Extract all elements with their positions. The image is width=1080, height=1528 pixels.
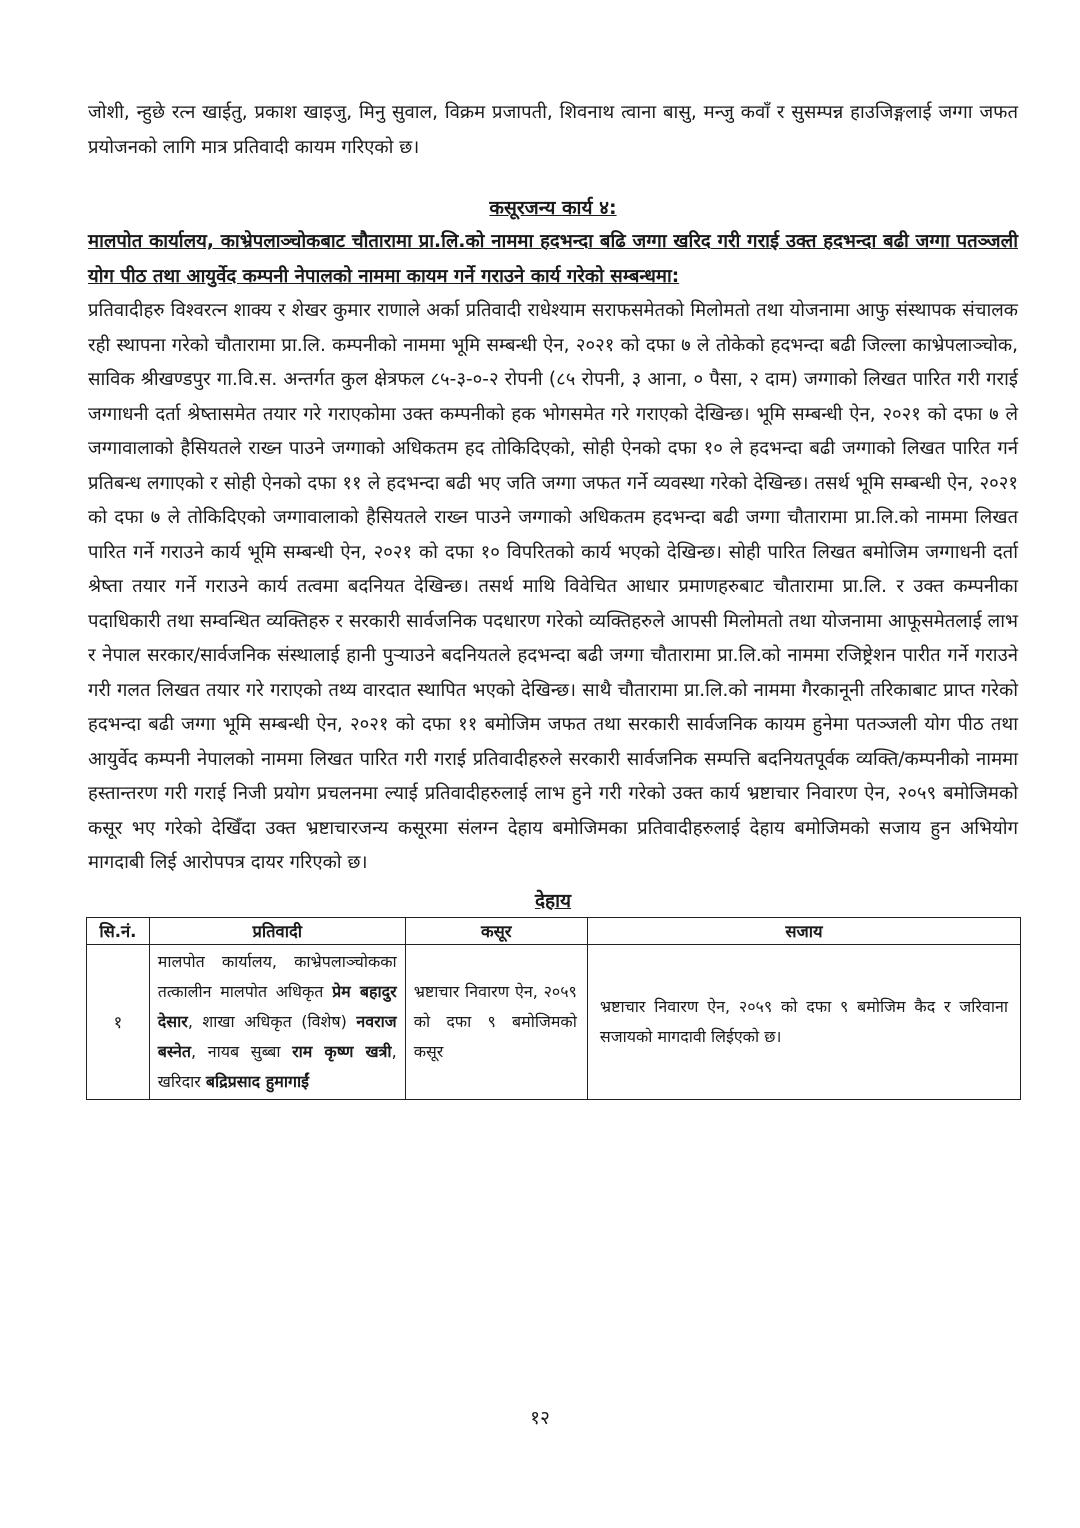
intro-paragraph: जोशी, न्हुछे रत्न खाईतु, प्रकाश खाइजु, मिनु सुवाल, विक्रम प्रजापती, शिवनाथ त्वाना बासु, मन्जु कवाँ र सुसम्पन्न हाउजिङ्गलाई जग्गा जफत प्रयोजनको लागि मात्र प्रतिवादी कायम गरिएको छ। bbox=[88, 102, 1018, 158]
header-serial: सि.नं. bbox=[87, 917, 150, 944]
table-heading: देहाय bbox=[534, 889, 572, 912]
header-offense: कसूर bbox=[405, 917, 587, 944]
accused-prefix: मालपोत कार्यालय, काभ्रेपलाञ्चोकका तत्कालीन मालपोत अधिकृत bbox=[157, 951, 397, 1001]
table-row bbox=[87, 944, 1021, 1099]
document-page bbox=[88, 96, 1018, 1100]
accused-table bbox=[86, 917, 1021, 1100]
section-heading: कसूरजन्य कार्य ४: bbox=[489, 197, 617, 219]
cell-serial: १ bbox=[87, 944, 150, 1099]
section-title: मालपोत कार्यालय, काभ्रेपलाञ्चोकबाट चौतारामा प्रा.लि.को नाममा हदभन्दा बढि जग्गा खरिद गरी गराई उक्त हदभन्दा बढी जग्गा पतञ्जली योग पीठ तथा आयुर्वेद कम्पनी नेपालको नाममा कायम गर्ने गराउने कार्य गरेको सम्बन्धमा: bbox=[88, 231, 1018, 287]
header-accused: प्रतिवादी bbox=[149, 917, 405, 944]
accused-sep-2: , नायब सुब्बा bbox=[191, 1041, 293, 1061]
header-penalty: सजाय bbox=[587, 917, 1020, 944]
accused-name-4: बद्रिप्रसाद हुमागाईं bbox=[205, 1071, 309, 1091]
accused-sep-1: , शाखा अधिकृत (विशेष) bbox=[187, 1011, 357, 1031]
accused-name-3: राम कृष्ण खत्री bbox=[292, 1041, 392, 1061]
accused-name-1: प्रेम बहादुर देसार bbox=[157, 981, 397, 1031]
accused-sep-3: , खरिदार bbox=[157, 1041, 397, 1091]
accused-name-2: नवराज बस्नेत bbox=[157, 1011, 397, 1061]
cell-accused bbox=[149, 944, 405, 1099]
cell-penalty: भ्रष्टाचार निवारण ऐन, २०५९ को दफा ९ बमोजिम कैद र जरिवाना सजायको मागदावी लिईएको छ। bbox=[587, 944, 1020, 1099]
table-header-row bbox=[87, 917, 1021, 944]
body-paragraph: प्रतिवादीहरु विश्वरत्न शाक्य र शेखर कुमार राणाले अर्का प्रतिवादी राधेश्याम सराफसमेतको मिलोमतो तथा योजनामा आफु संस्थापक संचालक रही स्थापना गरेको चौतारामा प्रा.लि. कम्पनीको नाममा भूमि सम्बन्धी ऐन, २०२१ को दफा ७ ले तोकेको हदभन्दा बढी जिल्ला काभ्रेपलाञ्चोक, साविक श्रीखण्डपुर गा.वि.स. अन्तर्गत कुल क्षेत्रफल ८५-३-०-२ रोपनी (८५ रोपनी, ३ आना, ० पैसा, २ दाम) जग्गाको लिखत पारित गरी गराई जग्गाधनी दर्ता श्रेष्तासमेत तयार गरे गराएकोमा उक्त कम्पनीको हक भोगसमेत गरे गराएको देखिन्छ। भूमि सम्बन्धी ऐन, २०२१ को दफा ७ ले जग्गावालाको हैसियतले राख्न पाउने जग्गाको अधिकतम हद तोकिदिएको, सोही ऐनको दफा १० ले हदभन्दा बढी जग्गाको लिखत पारित गर्न प्रतिबन्ध लगाएको र सोही ऐनको दफा ११ ले हदभन्दा बढी भए जति जग्गा जफत गर्ने व्यवस्था गरेको देखिन्छ। तसर्थ भूमि सम्बन्धी ऐन, २०२१ को दफा ७ ले तोकिदिएको जग्गावालाको हैसियतले राख्न पाउने जग्गाको अधिकतम हदभन्दा बढी जग्गा चौतारामा प्रा.लि.को नाममा लिखत पारित गर्ने गराउने कार्य भूमि सम्बन्धी ऐन, २०२१ को दफा १० विपरितको कार्य भएको देखिन्छ। सोही पारित लिखत बमोजिम जग्गाधनी दर्ता श्रेष्ता तयार गर्ने गराउने कार्य तत्वमा बदनियत देखिन्छ। तसर्थ माथि विवेचित आधार प्रमाणहरुबाट चौतारामा प्रा.लि. र उक्त कम्पनीका पदाधिकारी तथा सम्वन्धित व्यक्तिहरु र सरकारी सार्वजनिक पदधारण गरेको व्यक्तिहरुले आपसी मिलोमतो तथा योजनामा आफूसमेतलाई लाभ र नेपाल सरकार/सार्वजनिक संस्थालाई हानी पुर्‍याउने बदनियतले हदभन्दा बढी जग्गा चौतारामा प्रा.लि.को नाममा रजिष्ट्रेशन पारीत गर्ने गराउने गरी गलत लिखत तयार गरे गराएको तथ्य वारदात स्थापित भएको देखिन्छ। साथै चौतारामा प्रा.लि.को नाममा गैरकानूनी तरिकाबाट प्राप्त गरेको हदभन्दा बढी जग्गा भूमि सम्बन्धी ऐन, २०२१ को दफा ११ बमोजिम जफत तथा सरकारी सार्वजनिक कायम हुनेमा पतञ्जली योग पीठ तथा आयुर्वेद कम्पनी नेपालको नाममा लिखत पारित गरी गराई प्रतिवादीहरुले सरकारी सार्वजनिक सम्पत्ति बदनियतपूर्वक व्यक्ति/कम्पनीको नाममा हस्तान्तरण गरी गराई निजी प्रयोग प्रचलनमा ल्याई प्रतिवादीहरुलाई लाभ हुने गरी गरेको उक्त कार्य भ्रष्टाचार निवारण ऐन, २०५९ बमोजिमको कसूर भए गरेको देखिँदा उक्त भ्रष्टाचारजन्य कसूरमा संलग्न देहाय बमोजिमका प्रतिवादीहरुलाई देहाय बमोजिमको सजाय हुन अभियोग मागदाबी लिई आरोपपत्र दायर गरिएको छ। bbox=[88, 300, 1018, 873]
page-number: १२ bbox=[530, 1407, 550, 1429]
cell-offense: भ्रष्टाचार निवारण ऐन, २०५९ को दफा ९ बमोजिमको कसूर bbox=[405, 944, 587, 1099]
